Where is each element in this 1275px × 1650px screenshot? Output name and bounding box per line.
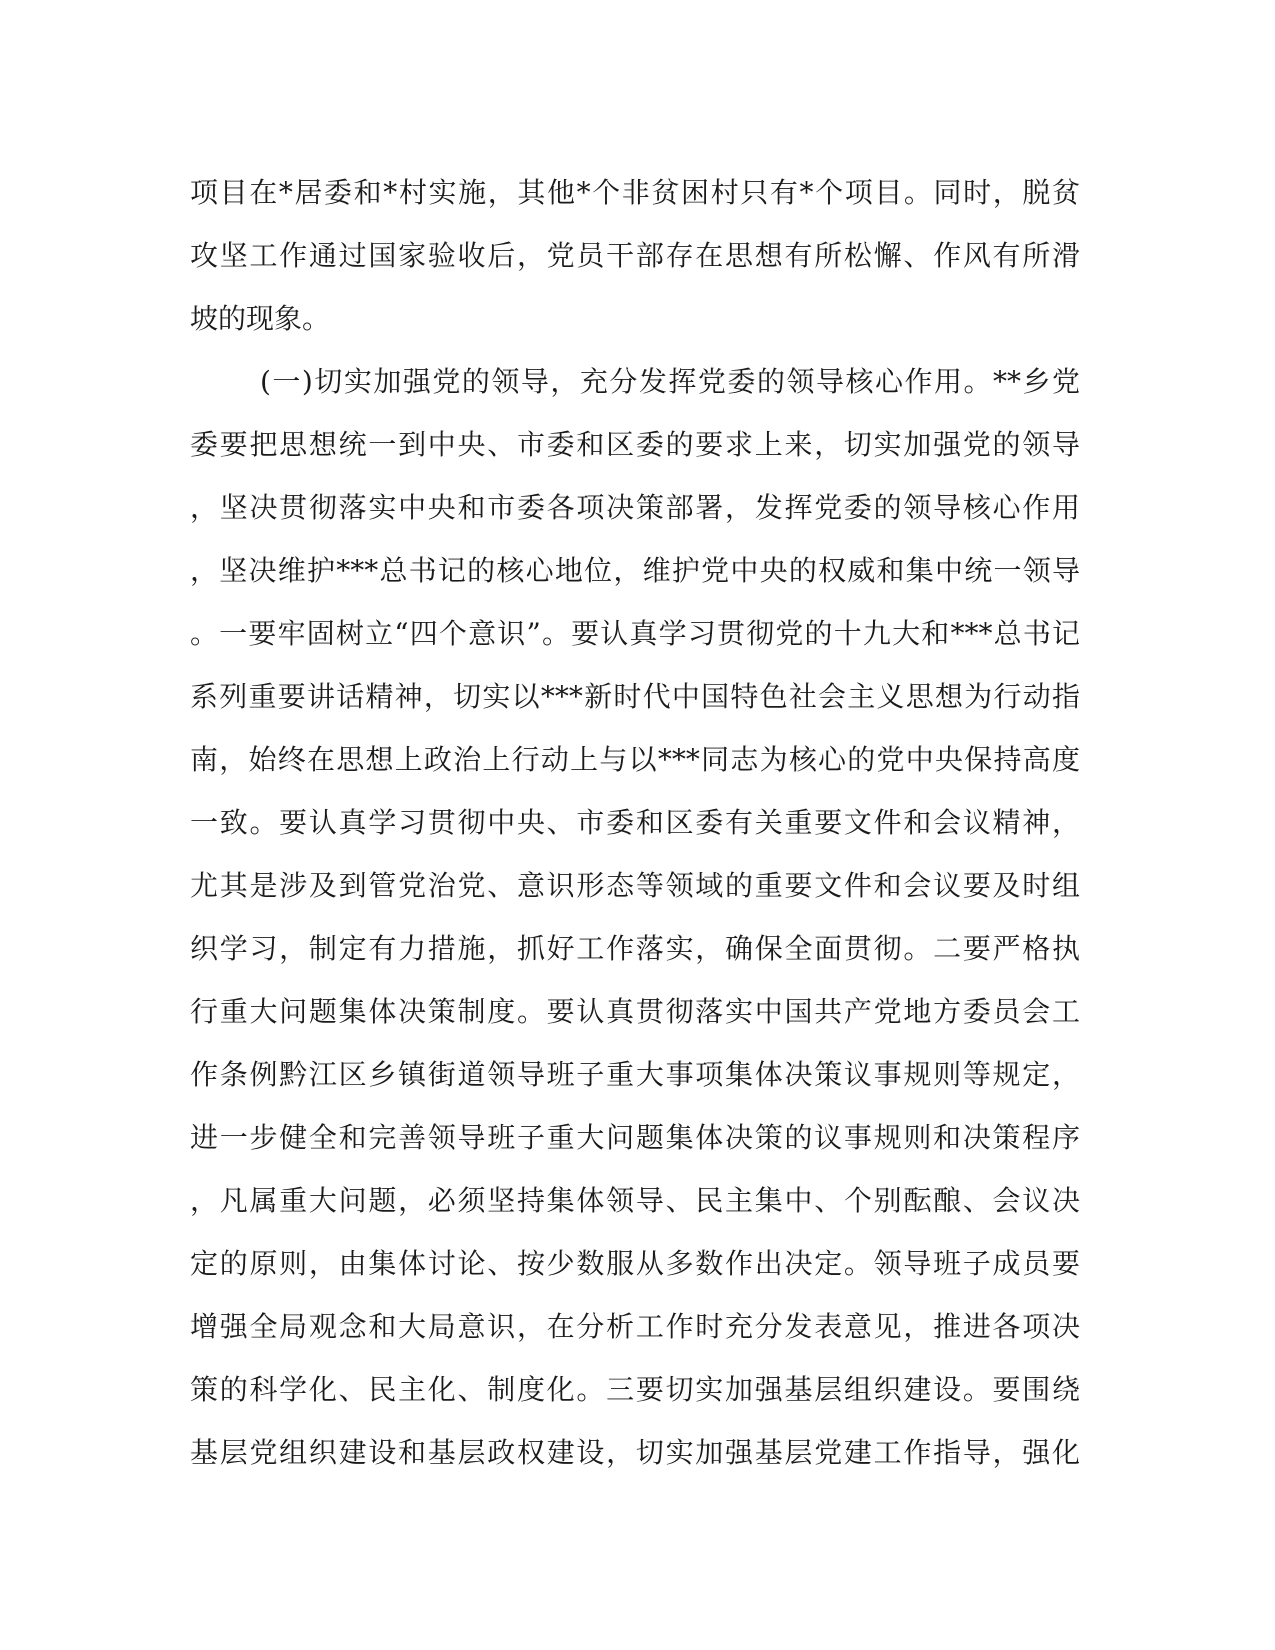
text-line: 增强全局观念和大局意识，在分析工作时充分发表意见，推进各项决 [190,1310,1080,1343]
text-line: 。一要牢固树立“四个意识”。要认真学习贯彻党的十九大和***总书记 [190,617,1080,650]
text-line: 行重大问题集体决策制度。要认真贯彻落实中国共产党地方委员会工 [190,995,1080,1028]
text-line: 织学习，制定有力措施，抓好工作落实，确保全面贯彻。二要严格执 [190,932,1080,965]
text-line: 项目在*居委和*村实施，其他*个非贫困村只有*个项目。同时，脱贫 [190,176,1080,209]
paragraph-continued [190,161,1080,350]
section-heading-line: (一)切实加强党的领导，充分发挥党委的领导核心作用。**乡党 [260,365,1080,398]
text-line: 系列重要讲话精神，切实以***新时代中国特色社会主义思想为行动指 [190,680,1080,713]
text-line: 定的原则，由集体讨论、按少数服从多数作出决定。领导班子成员要 [190,1247,1080,1280]
body-text [190,161,1080,1484]
text-line: 进一步健全和完善领导班子重大问题集体决策的议事规则和决策程序 [190,1121,1080,1154]
text-line: ，凡属重大问题，必须坚持集体领导、民主集中、个别酝酿、会议决 [190,1184,1080,1217]
text-line: ，坚决贯彻落实中央和市委各项决策部署，发挥党委的领导核心作用 [190,491,1080,524]
text-line: 一致。要认真学习贯彻中央、市委和区委有关重要文件和会议精神， [190,806,1080,839]
text-line: 南，始终在思想上政治上行动上与以***同志为核心的党中央保持高度 [190,743,1080,776]
text-line: 策的科学化、民主化、制度化。三要切实加强基层组织建设。要围绕 [190,1373,1080,1406]
text-line: 委要把思想统一到中央、市委和区委的要求上来，切实加强党的领导 [190,428,1080,461]
text-line: 作条例黔江区乡镇街道领导班子重大事项集体决策议事规则等规定， [190,1058,1080,1091]
text-line: 尤其是涉及到管党治党、意识形态等领域的重要文件和会议要及时组 [190,869,1080,902]
text-line: ，坚决维护***总书记的核心地位，维护党中央的权威和集中统一领导 [190,554,1080,587]
text-line: 攻坚工作通过国家验收后，党员干部存在思想有所松懈、作风有所滑 [190,239,1080,272]
paragraph-section-one [190,350,1080,1484]
text-line: 坡的现象。 [190,302,331,335]
text-line: 基层党组织建设和基层政权建设，切实加强基层党建工作指导，强化 [190,1436,1080,1469]
